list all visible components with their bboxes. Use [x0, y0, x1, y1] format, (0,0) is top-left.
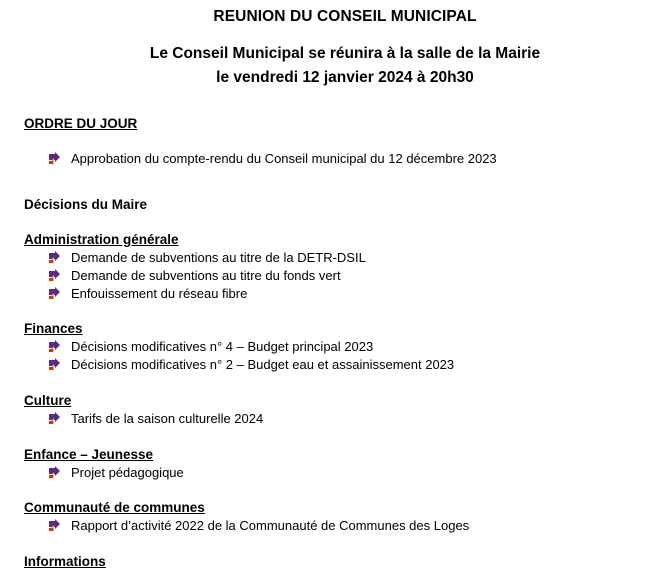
administration-item [48, 286, 247, 301]
culture-item-label: Tarifs de la saison culturelle 2024 [71, 411, 264, 426]
arrow-bullet-icon [48, 152, 61, 165]
communaute-item-label: Rapport d’activité 2022 de la Communauté de Communes des Loges [71, 518, 470, 533]
administration-item-label: Enfouissement du réseau fibre [71, 286, 248, 301]
arrow-bullet-icon [48, 251, 61, 264]
enfance-item-label: Projet pédagogique [71, 465, 184, 480]
culture-heading: Culture [24, 393, 72, 408]
enfance-heading: Enfance – Jeunesse [24, 447, 154, 462]
document-subtitle-line2: le vendredi 12 janvier 2024 à 20h30 [216, 69, 474, 86]
arrow-bullet-icon [48, 519, 61, 532]
arrow-bullet-icon [48, 358, 61, 371]
informations-heading: Informations [24, 554, 106, 569]
arrow-bullet-icon [48, 340, 61, 353]
arrow-bullet-icon [48, 269, 61, 282]
culture-item [48, 411, 263, 426]
enfance-item [48, 465, 184, 480]
administration-item [48, 250, 366, 265]
agenda-item [48, 151, 497, 166]
arrow-bullet-icon [48, 466, 61, 479]
document-subtitle-line1: Le Conseil Municipal se réunira à la salle de la Mairie [149, 45, 541, 62]
administration-item-label: Demande de subventions au titre du fonds vert [71, 268, 341, 283]
finances-heading: Finances [24, 321, 83, 336]
finances-item-label: Décisions modificatives n° 4 – Budget principal 2023 [71, 339, 374, 354]
administration-item-label: Demande de subventions au titre de la DETR-DSIL [71, 250, 366, 265]
communaute-heading: Communauté de communes [24, 500, 205, 515]
finances-item [48, 357, 454, 372]
finances-item [48, 339, 373, 354]
communaute-item [48, 518, 469, 533]
arrow-bullet-icon [48, 412, 61, 425]
administration-item [48, 268, 341, 283]
agenda-item-label: Approbation du compte-rendu du Conseil municipal du 12 décembre 2023 [71, 151, 497, 166]
administration-heading: Administration générale [24, 232, 179, 247]
arrow-bullet-icon [48, 287, 61, 300]
document-title: REUNION DU CONSEIL MUNICIPAL [213, 8, 477, 25]
agenda-heading: ORDRE DU JOUR [24, 116, 138, 131]
decisions-heading: Décisions du Maire [24, 197, 148, 212]
finances-item-label: Décisions modificatives n° 2 – Budget eau et assainissement 2023 [71, 357, 455, 372]
